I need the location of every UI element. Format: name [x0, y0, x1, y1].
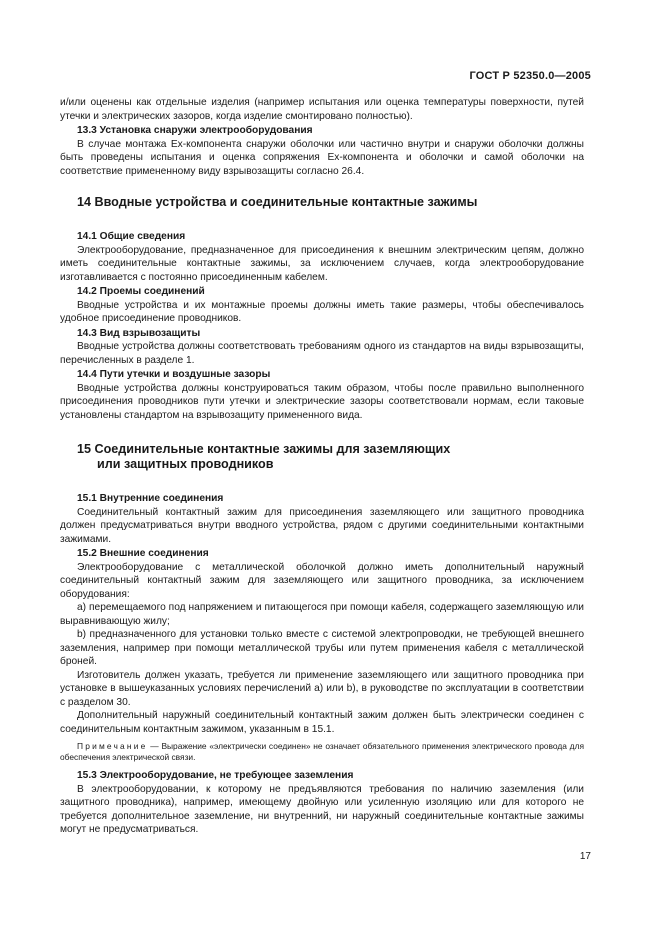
paragraph-15-2: Электрооборудование с металлической оболочкой должно иметь дополнительный наружный соединительный контактный зажим для заземляющего или защитного проводника, за исключением оборудования:: [60, 561, 584, 600]
list-item-a: a) перемещаемого под напряжением и питающегося при помощи кабеля, содержащего заземляющую или выравнивающую жилу;: [60, 602, 584, 627]
note-label: Примечание: [77, 741, 148, 751]
paragraph-15-2-additional-terminal: Дополнительный наружный соединительный контактный зажим должен быть электрически соединен с соединительным контактным зажимом, указанным в 15.1.: [60, 710, 584, 735]
note: [60, 741, 584, 763]
document-header: ГОСТ Р 52350.0—2005: [469, 70, 591, 82]
paragraph-15-1: Соединительный контактный зажим для присоединения заземляющего или защитного проводника должен предусматриваться внутри вводного устройства, рядом с другими соединительными контактными зажимами.: [60, 506, 584, 545]
paragraph-continuation: и/или оценены как отдельные изделия (например испытания или оценка температуры поверхности, путей утечки и электрических зазоров, когда изделие смонтировано полностью).: [60, 97, 584, 122]
note-text: — Выражение «электрически соединен» не означает обязательного применения электрического провода для обеспечения электрической связи.: [60, 741, 584, 762]
section-15-heading: [77, 442, 584, 472]
subsection-14-2-heading: 14.2 Проемы соединений: [77, 286, 205, 297]
paragraph-15-3: В электрооборудовании, к которому не предъявляются требования по наличию заземления (или защитного проводника), например, имеющему двойную или усиленную изоляцию или для которого не требуется дополнительное заземление, ни внутренний, ни наружный соединительные контактные зажимы могут не предусматриваться.: [60, 783, 584, 835]
paragraph-14-1: Электрооборудование, предназначенное для присоединения к внешним электрическим цепям, должно иметь соединительные контактные зажимы, за исключением случаев, когда электрооборудование изготавливается с постоянно присоединенным кабелем.: [60, 244, 584, 283]
subsection-15-2-heading: 15.2 Внешние соединения: [77, 548, 209, 559]
section-15-heading-line2: или защитных проводников: [97, 457, 274, 471]
subsection-14-1-heading: 14.1 Общие сведения: [77, 231, 186, 242]
paragraph-13-3: В случае монтажа Ex-компонента снаружи оболочки или частично внутри и снаружи оболочки должны быть проведены испытания и оценка сопряжения Ex-компонента и оболочки и самой оболочки на соответствие примененному виду взрывозащиты согласно 26.4.: [60, 138, 584, 177]
subsection-13-3-heading: 13.3 Установка снаружи электрооборудования: [77, 125, 313, 136]
page-number: 17: [579, 851, 591, 862]
section-15-heading-line1: 15 Соединительные контактные зажимы для заземляющих: [77, 442, 451, 456]
paragraph-15-2-manufacturer: Изготовитель должен указать, требуется ли применение заземляющего или защитного проводника при установке в вышеуказанных условиях перечислений a) или b), в руководстве по эксплуатации в соответствии с разделом 30.: [60, 669, 584, 708]
document-body: [60, 96, 584, 837]
paragraph-14-3: Вводные устройства должны соответствовать требованиям одного из стандартов на виды взрывозащиты, перечисленных в разделе 1.: [60, 341, 584, 366]
subsection-15-3-heading: 15.3 Электрооборудование, не требующее заземления: [77, 770, 354, 781]
paragraph-14-2: Вводные устройства и их монтажные проемы должны иметь такие размеры, чтобы обеспечивалось удобное присоединение проводников.: [60, 299, 584, 324]
subsection-14-4-heading: 14.4 Пути утечки и воздушные зазоры: [77, 369, 271, 380]
list-item-b: b) предназначенного для установки только вместе с системой электропроводки, не требующей внешнего заземления, например при помощи металлической трубы или путем применения кабеля с металлической броней.: [60, 629, 584, 667]
section-14-heading: 14 Вводные устройства и соединительные контактные зажимы: [77, 195, 478, 209]
subsection-14-3-heading: 14.3 Вид взрывозащиты: [77, 327, 201, 339]
paragraph-14-4: Вводные устройства должны конструироваться таким образом, чтобы после правильно выполненного присоединения проводников пути утечки и электрические зазоры соответствовали нормам, если таковые установлены стандартом на взрывозащиту примененного вида.: [60, 382, 584, 421]
subsection-15-1-heading: 15.1 Внутренние соединения: [77, 493, 224, 504]
